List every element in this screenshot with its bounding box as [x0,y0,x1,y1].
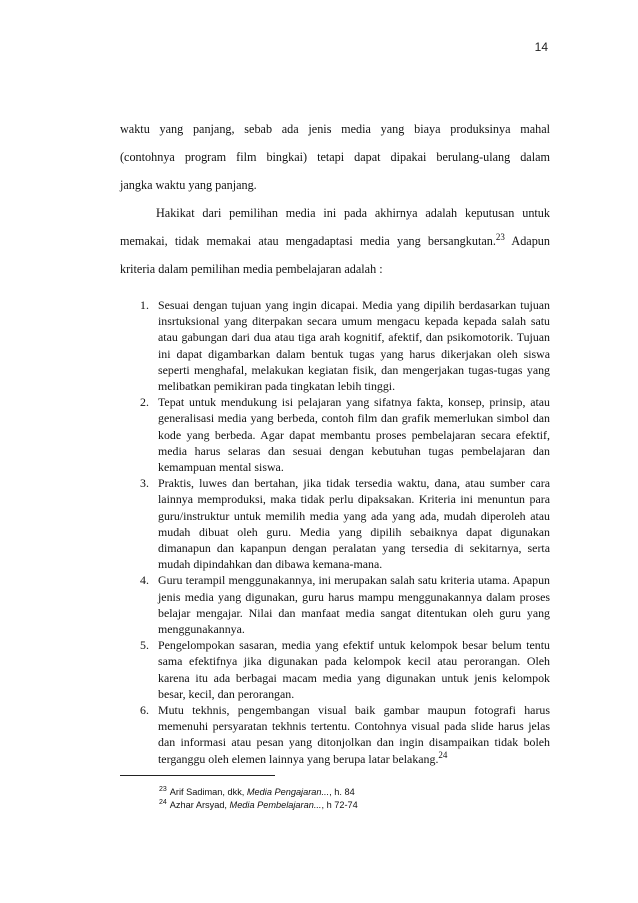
footnote-reference: 24 [438,749,448,760]
list-number: 6. [140,703,149,718]
list-number: 5. [140,638,149,653]
footnote-reference: 23 [495,231,505,242]
list-number: 4. [140,573,149,588]
footnote-pages: , h. 84 [329,787,355,797]
footnote-divider [120,775,275,776]
paragraph-line: (contohnya program film bingkai) tetapi dapat dipakai berulang-ulang dalam [120,150,550,164]
criteria-text: Guru terampil menggunakannya, ini merupakan salah satu kriteria utama. Apapun jenis media yang digunakan, guru harus mampu menggunakannya dalam proses belajar mengajar. Nilai dan manfaat media sangat ditentukan oleh guru yang menggunakannya. [158,573,550,637]
list-number: 1. [140,298,149,312]
body-text [120,121,550,289]
paragraph-line: jangka waktu yang panjang. [120,178,257,192]
criteria-item [120,572,550,637]
footnotes [159,786,539,812]
criteria-item [120,702,550,767]
criteria-text: Sesuai dengan tujuan yang ingin dicapai. Media yang dipilih berdasarkan tujuan insrtuksional yang diterpakan secara umum mengacu kepada kepada salah satu atau gabungan dari dua atau tiga arah kognitif, afektif, dan psikomotorik. Tujuan ini dapat digambarkan dalam bentuk tugas yang harus dikerjakan oleh siswa seperti menghafal, melakukan kegiatan fisik, dan mengerjakan tugas-tugas yang melibatkan pemikiran pada tingkatan lebih tinggi. [158,298,550,394]
paragraph-line: waktu yang panjang, sebab ada jenis media yang biaya produksinya mahal [120,122,550,136]
paragraph-line: kriteria dalam pemilihan media pembelajaran adalah : [120,262,383,276]
criteria-item [120,475,550,572]
criteria-item [120,637,550,702]
footnote [159,786,539,799]
footnote-author: Arif Sadiman, dkk, [169,787,247,797]
criteria-text: Tepat untuk mendukung isi pelajaran yang sifatnya fakta, konsep, prinsip, atau generalisasi media yang berbeda, contoh film dan grafik memerlukan simbol dan kode yang berbeda. Agar dapat membantu proses pembelajaran secara efektif, media harus selaras dan sesuai dengan kebutuhan tugas pembelajaran dan kemampuan mental siswa. [158,395,550,475]
footnote [159,799,539,812]
criteria-text: Mutu tekhnis, pengembangan visual baik gambar maupun fotografi harus memenuhi persyaratan tekhnis tertentu. Contohnya visual pada slide harus jelas dan informasi atau pesan yang ditonjolkan dan ingin disampaikan tidak boleh terganggu oleh elemen lainnya yang berupa latar belakang. [158,703,550,766]
criteria-list [120,297,550,767]
footnote-title: Media Pengajaran... [246,787,330,797]
criteria-item [120,297,550,394]
criteria-text: Praktis, luwes dan bertahan, jika tidak tersedia waktu, dana, atau sumber cara lainnya memproduksi, maka tidak perlu dipaksakan. Kriteria ini menuntun para guru/instruktur untuk memilih media yang ada yang ada, mudah diperoleh atau mudah dibuat oleh guru. Media yang dipilih sebaiknya dapat digunakan dimanapun dan kapanpun dengan peralatan yang tersedia di sekitarnya, serta mudah dipindahkan dan dibawa kemana-mana. [158,476,550,572]
list-number: 3. [140,476,149,491]
footnote-title: Media Pembelajaran... [229,800,322,810]
list-number: 2. [140,395,149,410]
paragraph-line: Hakikat dari pemilihan media ini pada akhirnya adalah keputusan untuk [156,206,550,220]
footnote-author: Azhar Arsyad, [169,800,230,810]
criteria-item [120,394,550,475]
footnote-number: 24 [159,798,167,806]
footnote-pages: , h 72-74 [321,800,358,810]
paragraph-line-with-footnote [120,233,550,261]
paragraph-text: Adapun [504,234,550,248]
paragraph-text: memakai, tidak memakai atau mengadaptasi media yang bersangkutan. [120,234,496,248]
criteria-text: Pengelompokan sasaran, media yang efektif untuk kelompok besar belum tentu sama efektifnya jika digunakan pada kelompok kecil atau perorangan. Oleh karena itu ada berbagai macam media yang digunakan untuk jenis kelompok besar, kecil, dan perorangan. [158,638,550,701]
footnote-number: 23 [159,785,167,793]
page-number: 14 [534,40,548,54]
